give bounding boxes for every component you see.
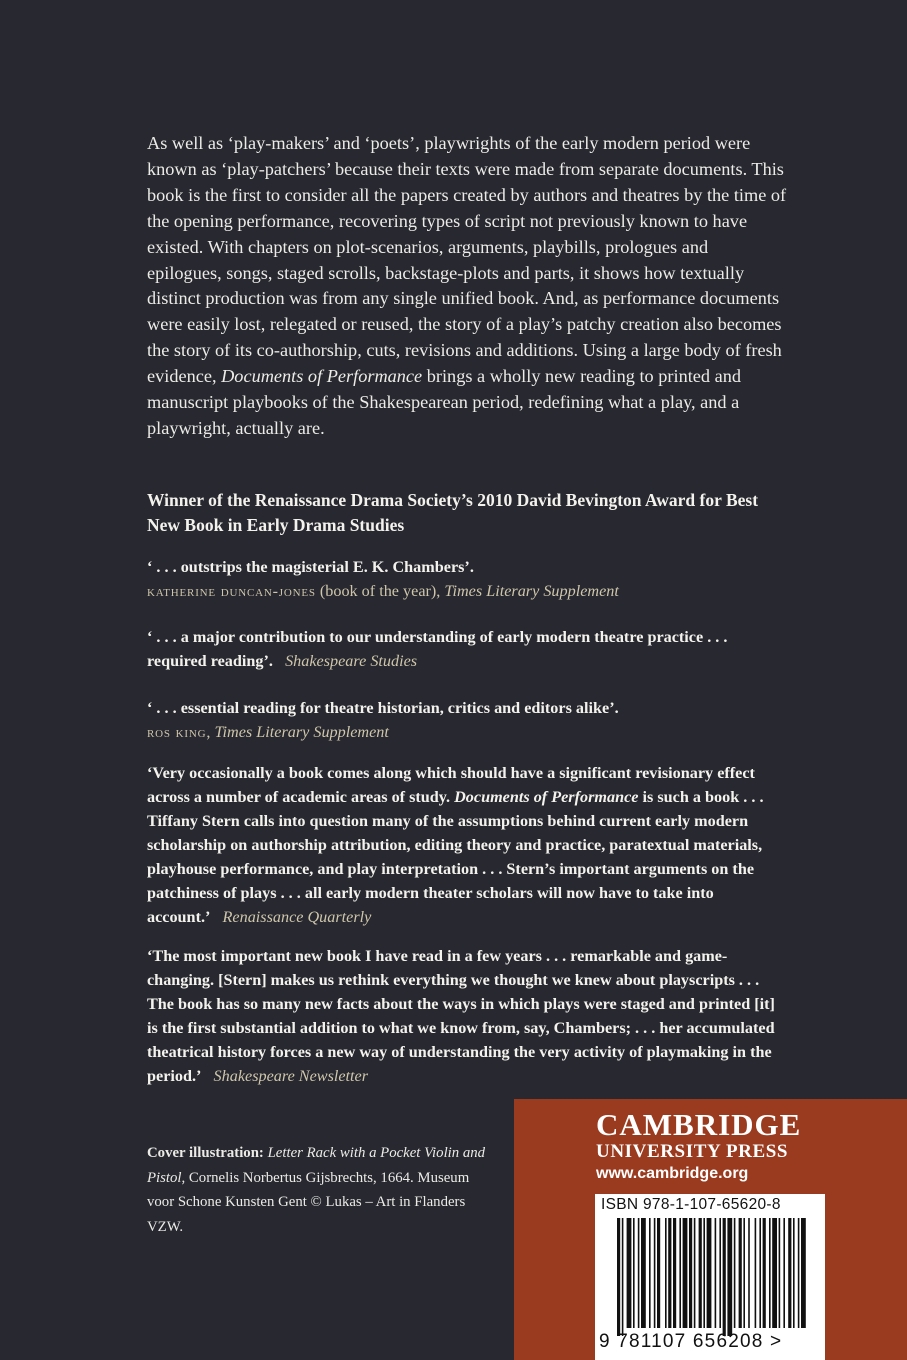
quote-text: ‘The most important new book I have read in a few years . . . remarkable and game-changing. [Stern] makes us rethink everything we thought we knew about playscripts . . . The book has so many new facts about the ways in which plays were staged and printed [it] is the first substantial addition to what we know from, say, Chambers; . . . her accumulated theatrical history forces a new way of understanding the very activity of playmaking in the period.’: [147, 947, 775, 1085]
barcode-bar: [699, 1218, 702, 1328]
cover-credit-text: , Cornelis Norbertus Gijsbrechts, 1664. Museum voor Schone Kunsten Gent © Lukas – Art in Flanders VZW.: [147, 1169, 470, 1235]
barcode-bar: [679, 1218, 681, 1328]
barcode-bar: [793, 1218, 795, 1328]
quote-text: ‘ . . . essential reading for theatre historian, critics and editors alike’.: [147, 699, 619, 717]
description-text-1: As well as ‘play-makers’ and ‘poets’, playwrights of the early modern period were known as ‘play-patchers’ because their texts were made from separate documents. This book is the first to consider all the papers created by authors and theatres by the time of the opening performance, recovering types of script not previously known to have existed. With chapters on plot-scenarios, arguments, playbills, prologues and epilogues, songs, staged scrolls, backstage-plots and parts, it shows how textually distinct production was from any single unified book. And, as performance documents were easily lost, relegated or reused, the story of a play’s patchy creation also becomes the story of its co-authorship, cuts, revisions and additions. Using a large body of fresh evidence,: [147, 133, 787, 387]
quote-source: Times Literary Supplement: [444, 582, 619, 600]
quote-source: Shakespeare Newsletter: [213, 1067, 369, 1085]
barcode-bar: [622, 1218, 624, 1336]
barcode-bar: [703, 1218, 705, 1328]
quote-author: katherine duncan-jones: [147, 582, 316, 600]
barcode-bar: [719, 1218, 721, 1328]
barcode-bar: [769, 1218, 771, 1328]
isbn-barcode: [595, 1194, 825, 1360]
description-text-2: brings a wholly new reading to printed and manuscript playbooks of the Shakespearean period, redefining what a play, and a playwright, actually are.: [147, 366, 742, 438]
quote-source: Shakespeare Studies: [285, 652, 418, 670]
award-statement: Winner of the Renaissance Drama Society’s 2010 David Bevington Award for Best New Book in Early Drama Studies: [147, 490, 759, 535]
review-quote-2: [147, 625, 787, 673]
barcode-bar: [668, 1218, 671, 1328]
barcode-bar: [617, 1218, 620, 1336]
publisher-name: CAMBRIDGE: [596, 1107, 802, 1142]
quote-book-title: Documents of Performance: [454, 788, 639, 806]
barcode-bar: [723, 1218, 726, 1336]
barcode-bar: [715, 1218, 717, 1328]
quote-text: ‘ . . . outstrips the magisterial E. K. Chambers’.: [147, 558, 474, 576]
review-quote-5: [147, 944, 787, 1088]
barcode-bar: [743, 1218, 745, 1328]
publisher-block: [514, 1099, 907, 1360]
barcode-bar: [673, 1218, 676, 1328]
book-description: [147, 131, 787, 442]
barcode-bar: [641, 1218, 646, 1328]
barcode-bar: [707, 1218, 712, 1328]
review-quote-4: [147, 761, 787, 929]
barcode-bar: [649, 1218, 651, 1328]
isbn-text: ISBN 978-1-107-65620-8: [601, 1196, 781, 1213]
quote-note: (book of the year),: [315, 582, 445, 600]
barcode-bar: [748, 1218, 750, 1328]
barcode-bar: [665, 1218, 667, 1328]
quote-text-part-2: is such a book . . . Tiffany Stern calls into question many of the assumptions behind current early modern scholarship on authorship attribution, editing theory and practice, paratextual materials, playhouse performance, and play interpretation . . . Stern’s important arguments on the patchiness of plays . . . all early modern theater scholars will now have to take into account.’: [147, 788, 764, 926]
barcode-bar: [657, 1218, 660, 1328]
barcode-bar: [739, 1218, 742, 1328]
barcode-bar: [788, 1218, 791, 1328]
quote-author: ros king: [147, 723, 207, 741]
publisher-subtitle: UNIVERSITY PRESS: [596, 1141, 789, 1162]
cover-artwork-title: Letter Rack with a Pocket Violin and Pistol: [147, 1145, 486, 1186]
quote-text: ‘ . . . a major contribution to our understanding of early modern theatre practice . . . required reading’.: [147, 628, 728, 670]
barcode-bar: [783, 1218, 785, 1328]
barcode-digits: 9 781107 656208 >: [599, 1331, 783, 1352]
quote-source: Renaissance Quarterly: [222, 908, 372, 926]
quote-source: Times Literary Supplement: [214, 723, 389, 741]
review-quote-1: [147, 555, 787, 603]
barcode-bar: [798, 1218, 800, 1328]
review-quote-3: [147, 696, 787, 744]
barcode-bar: [694, 1218, 696, 1328]
barcode-bar: [683, 1218, 688, 1328]
barcode-bar: [759, 1218, 761, 1328]
barcode-bar: [801, 1218, 806, 1328]
quote-text-part-1: ‘Very occasionally a book comes along which should have a significant revisionary effect across a number of academic areas of study.: [147, 764, 755, 806]
barcode-bar: [734, 1218, 736, 1328]
quote-note: ,: [206, 723, 215, 741]
barcode-bar: [689, 1218, 692, 1328]
barcode-bar: [638, 1218, 640, 1328]
barcode-bar: [627, 1218, 632, 1328]
cover-illustration-credit: [147, 1141, 499, 1239]
barcode-bar: [772, 1218, 777, 1328]
barcode-bar: [763, 1218, 766, 1328]
barcode-bar: [779, 1218, 781, 1328]
barcode-bar: [727, 1218, 732, 1336]
barcode-bar: [755, 1218, 757, 1328]
description-book-title: Documents of Performance: [221, 366, 423, 387]
barcode-bar: [654, 1218, 656, 1328]
cover-credit-label: Cover illustration:: [147, 1145, 264, 1161]
publisher-url: www.cambridge.org: [596, 1165, 749, 1182]
barcode-bar: [633, 1218, 635, 1328]
